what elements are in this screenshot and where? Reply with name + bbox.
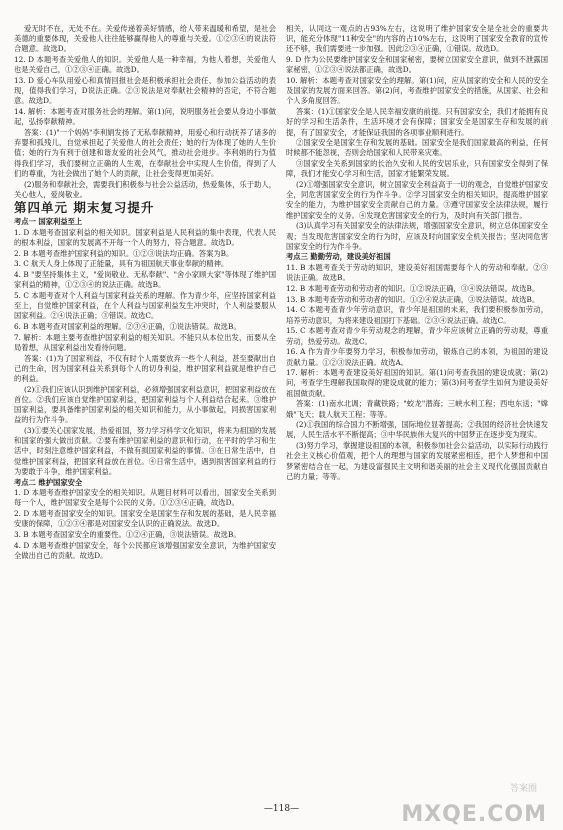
paragraph: 15. C 本题考查对青少年劳动观念的理解，青少年应该树立正确的劳动观，尊重劳动，热爱劳动。故选C。: [286, 326, 548, 346]
paragraph: 7. 解析：本题主要考查维护国家利益的相关知识。不能只从本位出发，而要从全局着想，从国家利益出发看待问题。: [14, 332, 276, 352]
paragraph: 5. C 本题考查对个人利益与国家利益关系的理解。作为青少年，应坚持国家利益至上，自觉维护国家利益，在个人利益与国家利益发生冲突时，个人利益要服从国家利益。②④说法正确；③错误。故选C。: [14, 290, 276, 321]
right-column: [286, 24, 548, 794]
paragraph: (2)①我们应该认识到维护国家利益，必须增强国家利益意识，把国家利益放在首位。②我们应该自觉维护国家利益，把国家利益与个人利益结合起来。③维护国家利益，要具备维护国家利益的相关知识和能力，从小事做起，同损害国家利益的行为作斗争。: [14, 384, 276, 425]
paragraph: 答案：(1)为了国家利益，不仅有时个人需要放弃一些个人利益，甚至要献出自己的生命，因为国家利益关系到每个人的切身利益，维护国家利益就是维护自己的利益。: [14, 353, 276, 383]
paragraph: 4. B "要坚持集体主义，"爱岗敬业、无私奉献"、"舍小家顾大家"等体现了维护国家利益的精神，①②③④的说法正确。故选B。: [14, 269, 276, 290]
section-heading: 考点一 国家利益至上: [14, 216, 83, 226]
watermark-subtext: 答案圈: [509, 783, 537, 794]
paragraph: 2. D 本题考查国家安全的知识。国家安全是国家生存和发展的基础，是人民幸福安康的保障，①②③④都是对国家安全认识的正确说法。故选D。: [14, 509, 276, 529]
paragraph: (2)①增强国家安全意识，树立国家安全利益高于一切的观念，自觉维护国家安全，同危害国家安全的行为作斗争。②学习国家安全的相关知识，提高维护国家安全的能力，为维护国家安全贡献自己的力量。③遵守国家安全法律法规，履行维护国家安全的义务。④发现危害国家安全的行为，及时向有关部门报告。: [286, 180, 548, 220]
page-number: —118—: [263, 804, 300, 814]
paragraph: 答案：(1)南水北调；青藏铁路；"蛟龙"潜海；三峡水利工程；西电东送；"嫦娥"飞天；载人航天工程；等等。: [286, 399, 548, 419]
paragraph: 10. 解析：本题考查对国家安全的理解。第(1)问，应从国家的安全和人民的安全及国家的发展方面来回答。第(2)问，考查维护国家安全的措施，从国家、社会和个人多角度回答。: [286, 76, 548, 106]
paragraph: (2)①我国的综合国力不断增强，国际地位显著提高；②我国的经济社会快速发展，人民生活水平不断提高；③中华民族伟大复兴的中国梦正在逐步变为现实。: [286, 420, 548, 440]
paragraph: 16. A 作为青少年要努力学习，积极参加劳动，锻炼自己的本领，为祖国的建设贡献力量。①②③说法正确。故选A。: [286, 347, 548, 367]
paragraph: (2)服务和奉献社会，需要我们积极参与社会公益活动，热爱集体，乐于助人，关心他人，爱岗敬业。: [14, 179, 276, 199]
paragraph: 相关，认同这一观点的占93%左右，这说明了维护国家安全是全社会的重要共识，能充分体现"11种安全"的内容的占10%左右，这说明了国家安全教育的宣传还不够，我们需要进一步加强。因此②③④正确，①错误。故选D。: [286, 24, 548, 54]
paragraph: 答案：(1)①国家安全是人民幸福安康的前提。只有国家安全，我们才能拥有良好的学习和生活条件，生活环境才会有保障；国家安全是国家生存和发展的前提，有了国家安全，才能保证我国的各项事业顺利进行。: [286, 107, 548, 137]
paragraph: 6. B 本题考查对国家利益的理解。②③④正确，①说法错误。故选B。: [14, 321, 241, 331]
section-heading: 考点二 维护国家安全: [14, 477, 83, 487]
paragraph: 14. 解析：本题考查对服务社会的理解。第(1)问，说明服务社会要从身边小事做起，弘扬奉献精神。: [14, 107, 276, 127]
paragraph: 17. 解析：本题考查建设美好祖国的知识。第(1)问考查我国的建设成就；第(2)问，考查学生理解我国取得的建设成就的能力；第(3)问考查学生如何为建设美好祖国做贡献。: [286, 368, 548, 398]
paragraph: 14. C 本题考查青少年劳动意识，青少年是祖国的未来，我们要积极参加劳动，培养劳动意识，为将来建设祖国打下基础。②③④说法正确。故选C。: [286, 305, 548, 325]
unit-title: 第四单元 期末复习提升: [14, 200, 155, 216]
watermark-text: MXQE.COM: [401, 801, 547, 827]
paragraph: 3. C 航天人身上体现了正能量，具有为祖国航天事业奉献的精神。: [14, 259, 229, 269]
paragraph: 13. B 本题考查劳动和劳动者的知识。①②④说法正确，③说法错误。故选B。: [286, 294, 540, 304]
paragraph: 2. B 本题考查维护国家利益的知识。①②③说法均正确。答案为B。: [14, 248, 234, 258]
paragraph: (3)努力学习，掌握建设祖国的本领，积极参加社会公益活动，以实际行动践行社会主义核心价值观，把个人的理想与国家的发展紧密相连，把个人梦想和中国梦紧密结合在一起，为建设富强民主文明和谐美丽的社会主义现代化强国贡献自己的力量；等等。: [286, 441, 548, 481]
paragraph: (3)①要关心国家发展，热爱祖国，努力学习科学文化知识，将来为祖国的发展和国家的强大做出贡献。②要有维护国家利益的意识和行动，在平时的学习和生活中，时刻注意维护国家利益，不做有损国家利益的事情。③在日常生活中，自觉维护国家利益，把国家利益放在首位。④日常生活中，遇到损害国家利益的行为要敢于斗争，维护国家利益。: [14, 426, 276, 476]
two-column-body: [14, 24, 549, 794]
left-column: [14, 24, 276, 794]
paragraph: 9. D 作为公民要维护国家安全和国家秘密，要树立国家安全意识，做到不泄露国家秘密，①②③④说法都正确，故选D。: [286, 55, 548, 75]
paragraph: 爱无时不在，无处不在。关爱传递着美好情感，给人带来温暖和希望，是社会美德的重要体现，关爱他人往往能够赢得他人的尊重与关爱。①②③④的说法符合题意。故选D。: [14, 24, 276, 54]
paragraph: 12. D 本题考查关爱他人的知识。关爱他人是一种幸福，为他人着想，关爱他人也是关爱自己，①②③④正确。故选D。: [14, 55, 276, 75]
paragraph: 4. D 本题考查维护国家安全，每个公民都应该增强国家安全意识，为维护国家安全做出自己的贡献。故选D。: [14, 540, 276, 560]
paragraph: (3)认真学习有关国家安全的法律法规，增强国家安全意识，树立总体国家安全观；当发现危害国家安全的行为时，应该及时向国家安全机关报告；坚决同危害国家安全的行为作斗争。: [286, 221, 548, 251]
paragraph: 答案：(1)"一个妈妈"李利娟发扬了无私奉献精神，用爱心和行动抚养了诸多的弃婴和孤残儿，自觉承担起了关爱他人的社会责任；她的行为体现了她的人生价值；她的行为有利于创建和谐友爱的社会风气，推动社会进步。李利娟的行为值得我们学习，我们要树立正确的人生观，在奉献社会中实现人生价值，得到了人们的尊重，为社会做出了她个人的贡献，让社会变得更加美好。: [14, 128, 276, 178]
paragraph: ②国家安全是国家生存和发展的基础。国家安全是我们国家最高的利益，任何时候都不能忽视，否则会给国家和人民带来灾难。: [286, 138, 548, 158]
section-heading: 考点三 勤勤劳动，建设美好祖国: [286, 252, 391, 262]
paragraph: 13. D 爱心车队用爱心和真情回报社会是积极承担社会责任、参加公益活动的表现，值得我们学习，D说法正确。②③说法是对奉献社会精神的否定，不符合题意。故选D。: [14, 76, 276, 106]
paragraph: 3. B 本题考查国家安全的重要性。①②④正确，③说法错误。故选B。: [14, 530, 241, 540]
paragraph: 1. D 本题考查维护国家安全的相关知识。从题目材料可以看出，国家安全关系到每一个人，维护国家安全是每个公民的义务。①②③④正确，故选D。: [14, 488, 276, 508]
watermark-logo: [401, 783, 553, 827]
paragraph: 12. B 本题考查劳动和劳动者的知识。①②说法正确，③④说法错误。故选B。: [286, 284, 540, 294]
paragraph: ③国家安全关系到国家的长治久安和人民的安居乐业，只有国家安全得到了保障，我们才能安心学习和生活，国家才能繁荣发展。: [286, 159, 548, 179]
paragraph: 11. B 本题考查关于劳动的知识，建设美好祖国需要每个人的劳动和奉献。②③说法正确。故选B。: [286, 263, 548, 283]
paragraph: 1. D 本题考查国家利益的相关知识。国家利益是人民利益的集中表现，代表人民的根本利益，国家的发展离不开每一个人的努力，符合题意。故选D。: [14, 227, 276, 247]
